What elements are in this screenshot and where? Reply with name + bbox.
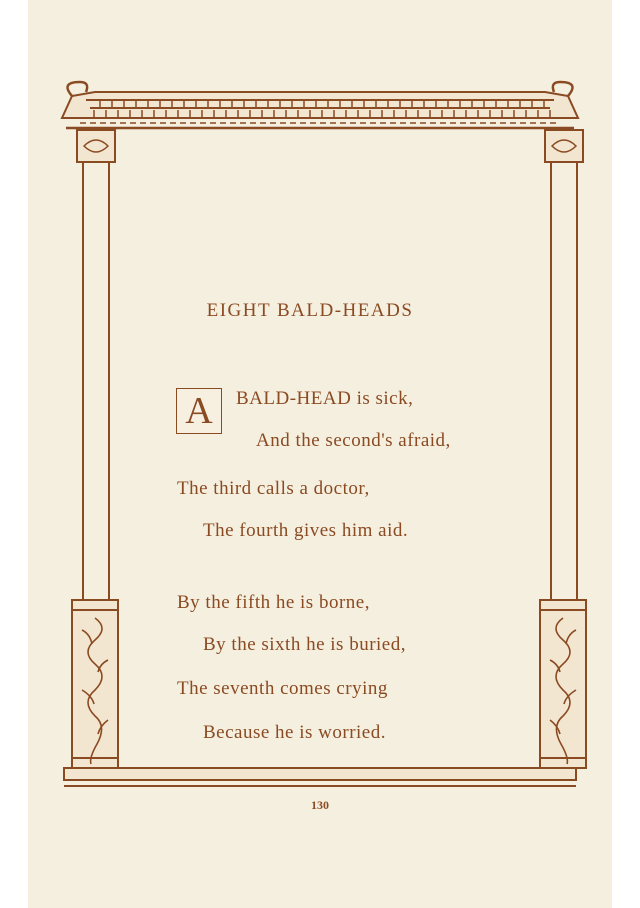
poem-line: And the second's afraid, — [256, 430, 451, 451]
poem-line: The fourth gives him aid. — [203, 520, 409, 541]
poem-line: BALD-HEAD is sick, — [236, 388, 414, 409]
poem-line: By the fifth he is borne, — [177, 592, 370, 613]
poem-line: The seventh comes crying — [177, 678, 388, 699]
drop-cap: A — [176, 388, 222, 434]
page-number: 130 — [311, 798, 329, 812]
poem-line: The third calls a doctor, — [177, 478, 370, 499]
poem-title: EIGHT BALD-HEADS — [206, 300, 414, 321]
poem-line: By the sixth he is buried, — [203, 634, 406, 655]
poem-line: Because he is worried. — [203, 722, 386, 743]
